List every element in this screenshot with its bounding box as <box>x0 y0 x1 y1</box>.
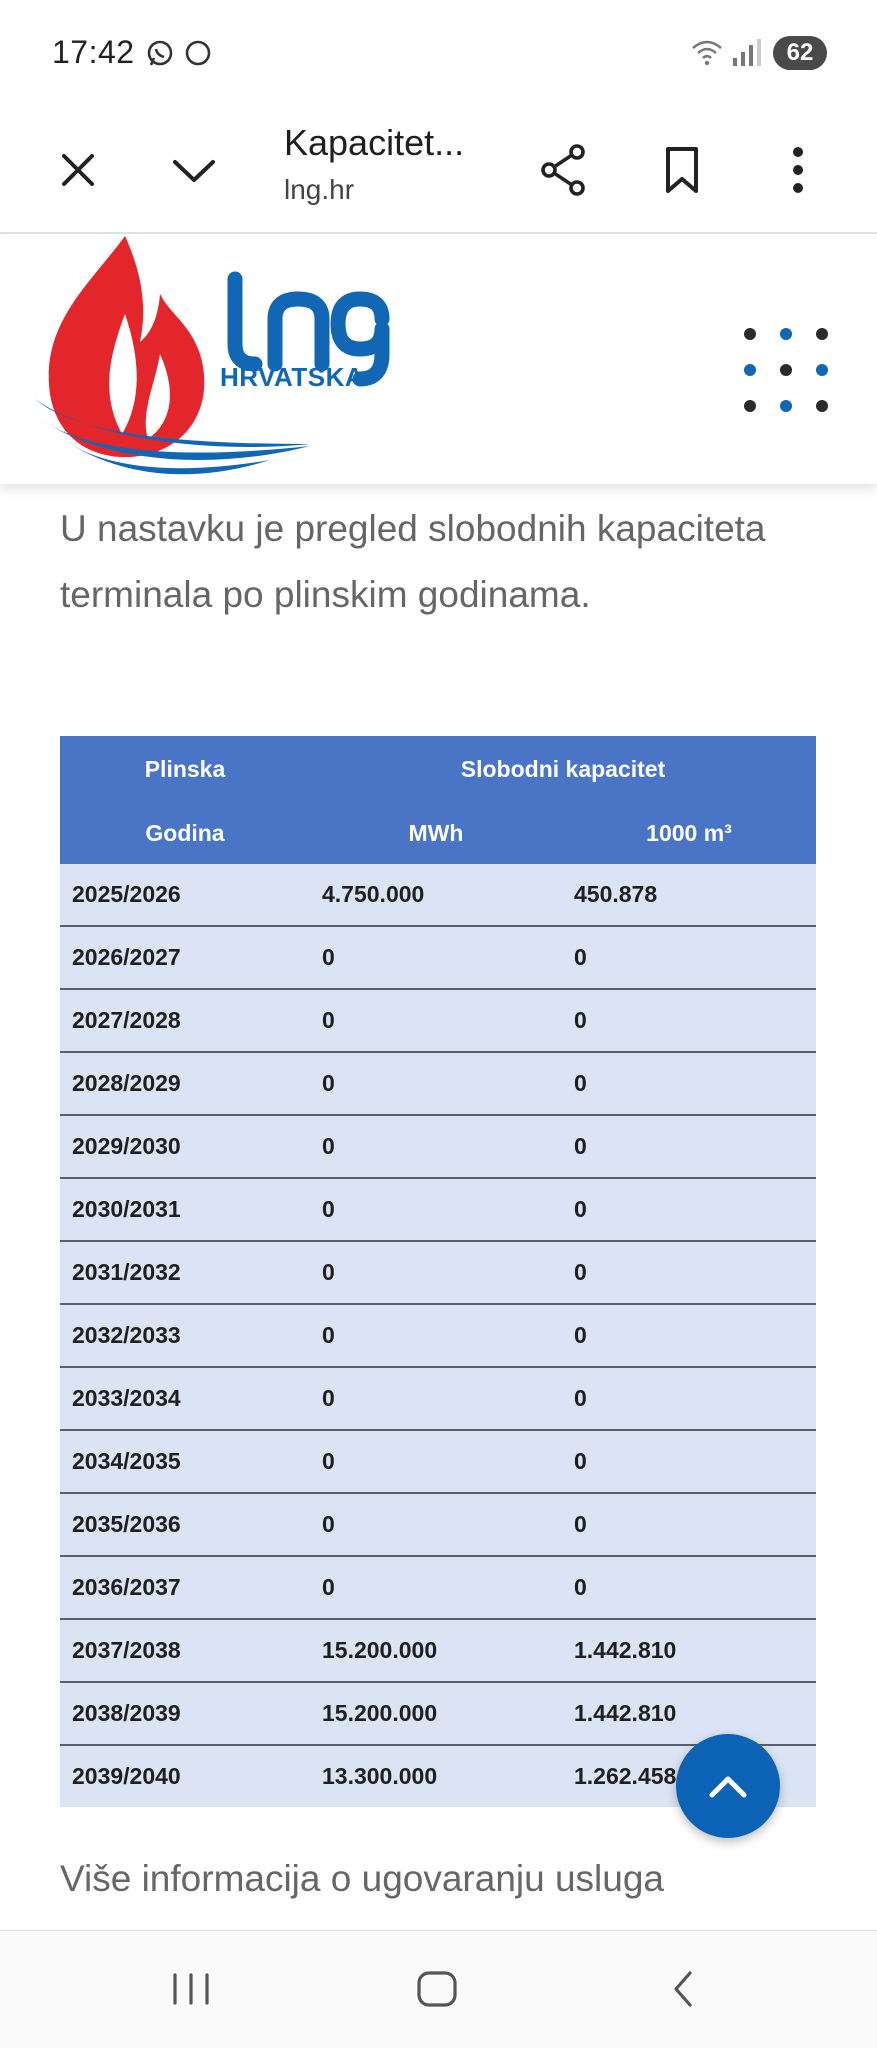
more-options-button[interactable] <box>764 136 832 204</box>
cell-mwh: 0 <box>310 1493 562 1556</box>
header-godina: Godina <box>60 802 310 864</box>
table-row <box>60 1430 816 1493</box>
chevron-up-icon <box>706 1771 750 1801</box>
cell-mwh: 0 <box>310 1430 562 1493</box>
status-icons-left <box>146 38 216 73</box>
cell-mwh: 0 <box>310 1556 562 1619</box>
header-mwh: MWh <box>310 802 562 864</box>
share-icon <box>539 143 589 197</box>
menu-dot <box>744 364 756 376</box>
bookmark-icon <box>662 145 702 195</box>
cell-mwh: 0 <box>310 989 562 1052</box>
cell-mwh: 15.200.000 <box>310 1619 562 1682</box>
cell-mwh: 0 <box>310 926 562 989</box>
cell-1000m3: 450.878 <box>562 864 816 926</box>
table-header-row <box>60 736 816 802</box>
cell-1000m3: 0 <box>562 926 816 989</box>
header-plinska: Plinska <box>60 736 310 802</box>
cell-year: 2025/2026 <box>60 864 310 926</box>
recents-icon <box>169 1971 213 2007</box>
menu-dot <box>780 400 792 412</box>
browser-toolbar <box>0 108 877 234</box>
cell-year: 2027/2028 <box>60 989 310 1052</box>
share-button[interactable] <box>530 136 598 204</box>
header-slobodni-kapacitet: Slobodni kapacitet <box>310 736 816 802</box>
site-menu-button[interactable] <box>740 314 840 414</box>
back-button[interactable] <box>648 1959 718 2019</box>
cell-mwh: 4.750.000 <box>310 864 562 926</box>
table-row <box>60 926 816 989</box>
menu-dot <box>780 364 792 376</box>
cell-1000m3: 1.442.810 <box>562 1619 816 1682</box>
cell-1000m3: 1.442.810 <box>562 1682 816 1745</box>
recents-button[interactable] <box>156 1959 226 2019</box>
cell-year: 2036/2037 <box>60 1556 310 1619</box>
table-row <box>60 989 816 1052</box>
cell-mwh: 0 <box>310 1052 562 1115</box>
cell-year: 2033/2034 <box>60 1367 310 1430</box>
scroll-to-top-button[interactable] <box>676 1734 780 1838</box>
cell-year: 2029/2030 <box>60 1115 310 1178</box>
cell-mwh: 15.200.000 <box>310 1682 562 1745</box>
cell-1000m3: 0 <box>562 1304 816 1367</box>
cell-1000m3: 1.262.458 <box>562 1745 816 1807</box>
menu-dot <box>816 364 828 376</box>
close-button[interactable] <box>44 136 112 204</box>
back-icon <box>668 1969 698 2009</box>
intro-paragraph: U nastavku je pregled slobodnih kapaciteta terminala po plinskim godinama. <box>60 508 766 615</box>
cell-year: 2034/2035 <box>60 1430 310 1493</box>
whatsapp-icon <box>149 42 171 65</box>
circle-icon <box>187 42 209 64</box>
status-icons-right <box>691 36 827 70</box>
cell-year: 2035/2036 <box>60 1493 310 1556</box>
table-row <box>60 1304 816 1367</box>
cell-1000m3: 0 <box>562 1556 816 1619</box>
cell-1000m3: 0 <box>562 1241 816 1304</box>
cell-1000m3: 0 <box>562 1115 816 1178</box>
close-icon <box>58 150 98 190</box>
site-header <box>0 234 877 484</box>
table-row <box>60 1367 816 1430</box>
cell-year: 2038/2039 <box>60 1682 310 1745</box>
page-title: Kapacitet... <box>284 122 465 163</box>
table-row <box>60 1241 816 1304</box>
cell-mwh: 0 <box>310 1241 562 1304</box>
cell-1000m3: 0 <box>562 1430 816 1493</box>
cell-mwh: 0 <box>310 1304 562 1367</box>
menu-dot <box>744 400 756 412</box>
status-time: 17:42 <box>52 34 135 70</box>
bookmark-button[interactable] <box>648 136 716 204</box>
cell-1000m3: 0 <box>562 1367 816 1430</box>
table-row <box>60 1115 816 1178</box>
menu-dot <box>816 328 828 340</box>
cell-year: 2039/2040 <box>60 1745 310 1807</box>
menu-dot <box>780 328 792 340</box>
table-row <box>60 1619 816 1682</box>
more-info-text: Više informacija o ugovaranju usluga <box>60 1858 665 1899</box>
page-url: lng.hr <box>284 174 355 205</box>
logo-subtitle: HRVATSKA <box>220 362 365 392</box>
flame-logo-icon <box>30 234 450 484</box>
cell-mwh: 0 <box>310 1178 562 1241</box>
wifi-icon <box>693 42 721 65</box>
table-subheader-row <box>60 802 816 864</box>
cell-year: 2032/2033 <box>60 1304 310 1367</box>
cell-year: 2037/2038 <box>60 1619 310 1682</box>
chevron-down-icon <box>171 150 217 190</box>
cell-mwh: 0 <box>310 1115 562 1178</box>
cell-1000m3: 0 <box>562 1493 816 1556</box>
lng-hrvatska-logo[interactable] <box>30 234 450 489</box>
cell-year: 2026/2027 <box>60 926 310 989</box>
table-row <box>60 1682 816 1745</box>
table-row <box>60 1178 816 1241</box>
menu-dot <box>816 400 828 412</box>
table-row <box>60 1052 816 1115</box>
table-row <box>60 1556 816 1619</box>
status-bar <box>0 0 877 108</box>
more-vert-icon <box>790 145 806 195</box>
table-row <box>60 864 816 926</box>
cell-year: 2028/2029 <box>60 1052 310 1115</box>
table-row <box>60 1493 816 1556</box>
table-body <box>60 864 816 1807</box>
cell-year: 2030/2031 <box>60 1178 310 1241</box>
cell-1000m3: 0 <box>562 1178 816 1241</box>
cell-year: 2031/2032 <box>60 1241 310 1304</box>
menu-dot <box>744 328 756 340</box>
cell-1000m3: 0 <box>562 1052 816 1115</box>
capacity-table-wrapper <box>60 736 816 1807</box>
capacity-table <box>60 736 816 1807</box>
cell-mwh: 0 <box>310 1367 562 1430</box>
home-icon <box>415 1969 459 2009</box>
battery-badge: 62 <box>773 36 827 70</box>
home-button[interactable] <box>402 1959 472 2019</box>
cell-mwh: 13.300.000 <box>310 1745 562 1807</box>
cell-1000m3: 0 <box>562 989 816 1052</box>
signal-icon <box>733 39 761 66</box>
header-1000m3: 1000 m³ <box>562 802 816 864</box>
minimize-button[interactable] <box>160 136 228 204</box>
system-nav-bar <box>0 1930 877 2048</box>
